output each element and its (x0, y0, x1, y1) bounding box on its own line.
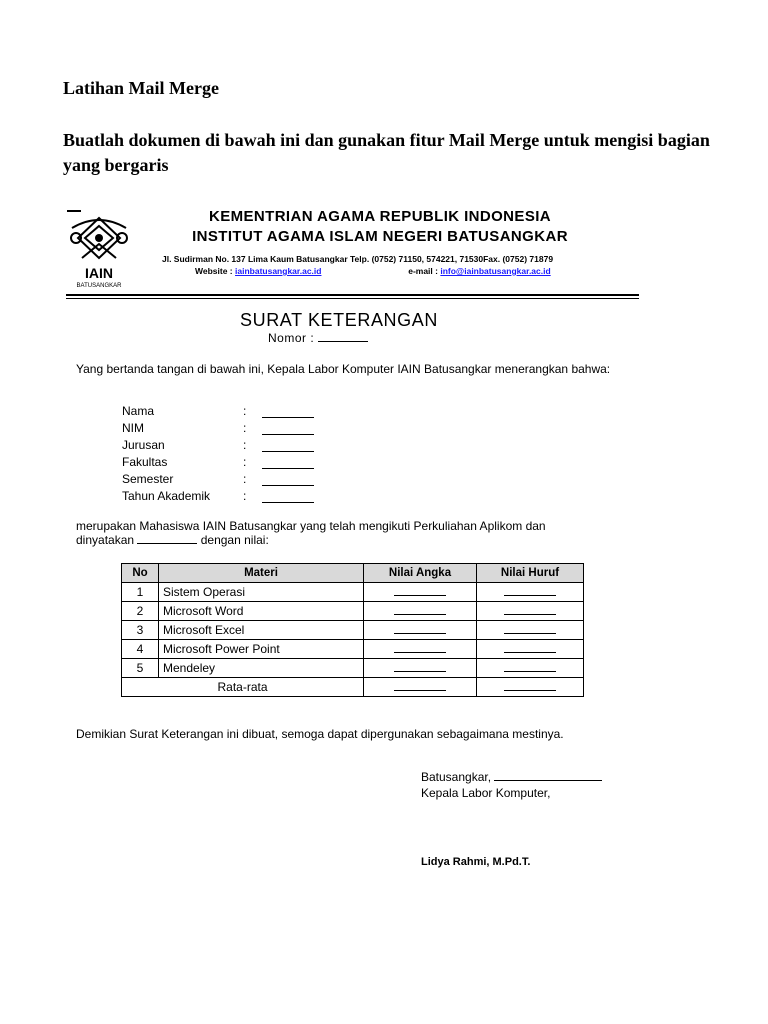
cell-nilai-huruf (477, 659, 584, 678)
field-blank (262, 434, 314, 435)
email-label: e-mail : (408, 266, 438, 276)
table-row (122, 602, 584, 621)
table-row (122, 659, 584, 678)
closing-paragraph: Demikian Surat Keterangan ini dibuat, semoga dapat dipergunakan sebagaimana mestinya. (76, 727, 564, 741)
logo-subtext: BATUSANGKAR (76, 283, 122, 289)
instruction-text: Buatlah dokumen di bawah ini dan gunakan fitur Mail Merge untuk mengisi bagian yang bergaris (63, 130, 710, 175)
grades-table (121, 563, 584, 697)
letterhead-line2: INSTITUT AGAMA ISLAM NEGERI BATUSANGKAR (192, 228, 568, 245)
field-colon: : (243, 489, 247, 503)
signer-position: Kepala Labor Komputer, (421, 786, 551, 800)
cell-materi: Microsoft Excel (159, 621, 364, 640)
field-row (122, 472, 322, 489)
blank-line (504, 624, 556, 634)
letter-title: SURAT KETERANGAN (240, 310, 438, 330)
cell-no: 3 (122, 621, 159, 640)
email-link[interactable]: info@iainbatusangkar.ac.id (440, 266, 551, 276)
website-link[interactable]: iainbatusangkar.ac.id (235, 266, 322, 276)
field-blank (262, 485, 314, 486)
average-row (122, 678, 584, 697)
student-fields (122, 404, 322, 506)
field-label: Nama (122, 404, 155, 418)
field-colon: : (243, 404, 247, 418)
cell-materi: Microsoft Power Point (159, 640, 364, 659)
statement-paragraph (76, 519, 636, 547)
signature-place (421, 770, 602, 784)
average-label: Rata-rata (122, 678, 364, 697)
field-label: Tahun Akademik (122, 489, 211, 503)
blank-line (504, 643, 556, 653)
logo-text: IAIN (85, 265, 113, 281)
header-nilai-angka: Nilai Angka (364, 564, 477, 583)
cell-materi: Microsoft Word (159, 602, 364, 621)
result-blank (137, 543, 197, 544)
header-no: No (122, 564, 159, 583)
cell-no: 1 (122, 583, 159, 602)
cell-avg-angka (364, 678, 477, 697)
blank-line (394, 624, 446, 634)
cell-nilai-angka (364, 602, 477, 621)
field-blank (262, 502, 314, 503)
blank-line (504, 605, 556, 615)
opening-paragraph: Yang bertanda tangan di bawah ini, Kepala Labor Komputer IAIN Batusangkar menerangkan bahwa: (76, 362, 611, 376)
cell-nilai-huruf (477, 621, 584, 640)
field-row (122, 421, 322, 438)
field-label: NIM (122, 421, 144, 435)
nomor-blank (318, 341, 368, 342)
cell-nilai-angka (364, 659, 477, 678)
cell-nilai-angka (364, 621, 477, 640)
field-label: Semester (122, 472, 174, 486)
cell-materi: Mendeley (159, 659, 364, 678)
iain-logo-icon (68, 214, 130, 290)
statement-line2 (76, 533, 636, 547)
field-label: Jurusan (122, 438, 165, 452)
signer-name: Lidya Rahmi, M.Pd.T. (421, 856, 531, 868)
field-row (122, 489, 322, 506)
nomor-label: Nomor : (268, 331, 315, 345)
letterhead-contacts (195, 266, 551, 276)
field-colon: : (243, 472, 247, 486)
table-row (122, 621, 584, 640)
statement-suffix: dengan nilai: (200, 533, 269, 547)
cell-materi: Sistem Operasi (159, 583, 364, 602)
cell-avg-huruf (477, 678, 584, 697)
field-colon: : (243, 455, 247, 469)
field-blank (262, 451, 314, 452)
place-label: Batusangkar, (421, 770, 492, 784)
statement-prefix: dinyatakan (76, 533, 135, 547)
letter-number (268, 331, 368, 345)
blank-line (504, 662, 556, 672)
cell-nilai-angka (364, 640, 477, 659)
blank-line (394, 586, 446, 596)
field-row (122, 438, 322, 455)
cell-no: 4 (122, 640, 159, 659)
field-colon: : (243, 421, 247, 435)
cell-no: 2 (122, 602, 159, 621)
field-blank (262, 417, 314, 418)
cell-nilai-angka (364, 583, 477, 602)
blank-line (394, 662, 446, 672)
cell-nilai-huruf (477, 602, 584, 621)
blank-line (394, 605, 446, 615)
blank-line (504, 681, 556, 691)
field-row (122, 455, 322, 472)
header-materi: Materi (159, 564, 364, 583)
letterhead-rule-thin (66, 298, 639, 299)
field-label: Fakultas (122, 455, 168, 469)
field-row (122, 404, 322, 421)
blank-line (394, 643, 446, 653)
statement-line1: merupakan Mahasiswa IAIN Batusangkar yang telah mengikuti Perkuliahan Aplikom dan (76, 519, 546, 533)
field-blank (262, 468, 314, 469)
blank-line (394, 681, 446, 691)
letterhead-line1: KEMENTRIAN AGAMA REPUBLIK INDONESIA (208, 208, 552, 225)
blank-line (504, 586, 556, 596)
cell-nilai-huruf (477, 640, 584, 659)
cell-nilai-huruf (477, 583, 584, 602)
header-nilai-huruf: Nilai Huruf (477, 564, 584, 583)
table-row (122, 583, 584, 602)
dash-mark (67, 210, 81, 212)
cell-no: 5 (122, 659, 159, 678)
letterhead-rule-thick (66, 294, 639, 296)
date-blank (494, 780, 602, 781)
page-heading: Latihan Mail Merge (63, 78, 219, 98)
website-label: Website : (195, 266, 233, 276)
letterhead-address: Jl. Sudirman No. 137 Lima Kaum Batusangkar Telp. (0752) 71150, 574221, 71530Fax. (0752) 71879 (162, 254, 554, 264)
table-header-row (122, 564, 584, 583)
table-row (122, 640, 584, 659)
field-colon: : (243, 438, 247, 452)
